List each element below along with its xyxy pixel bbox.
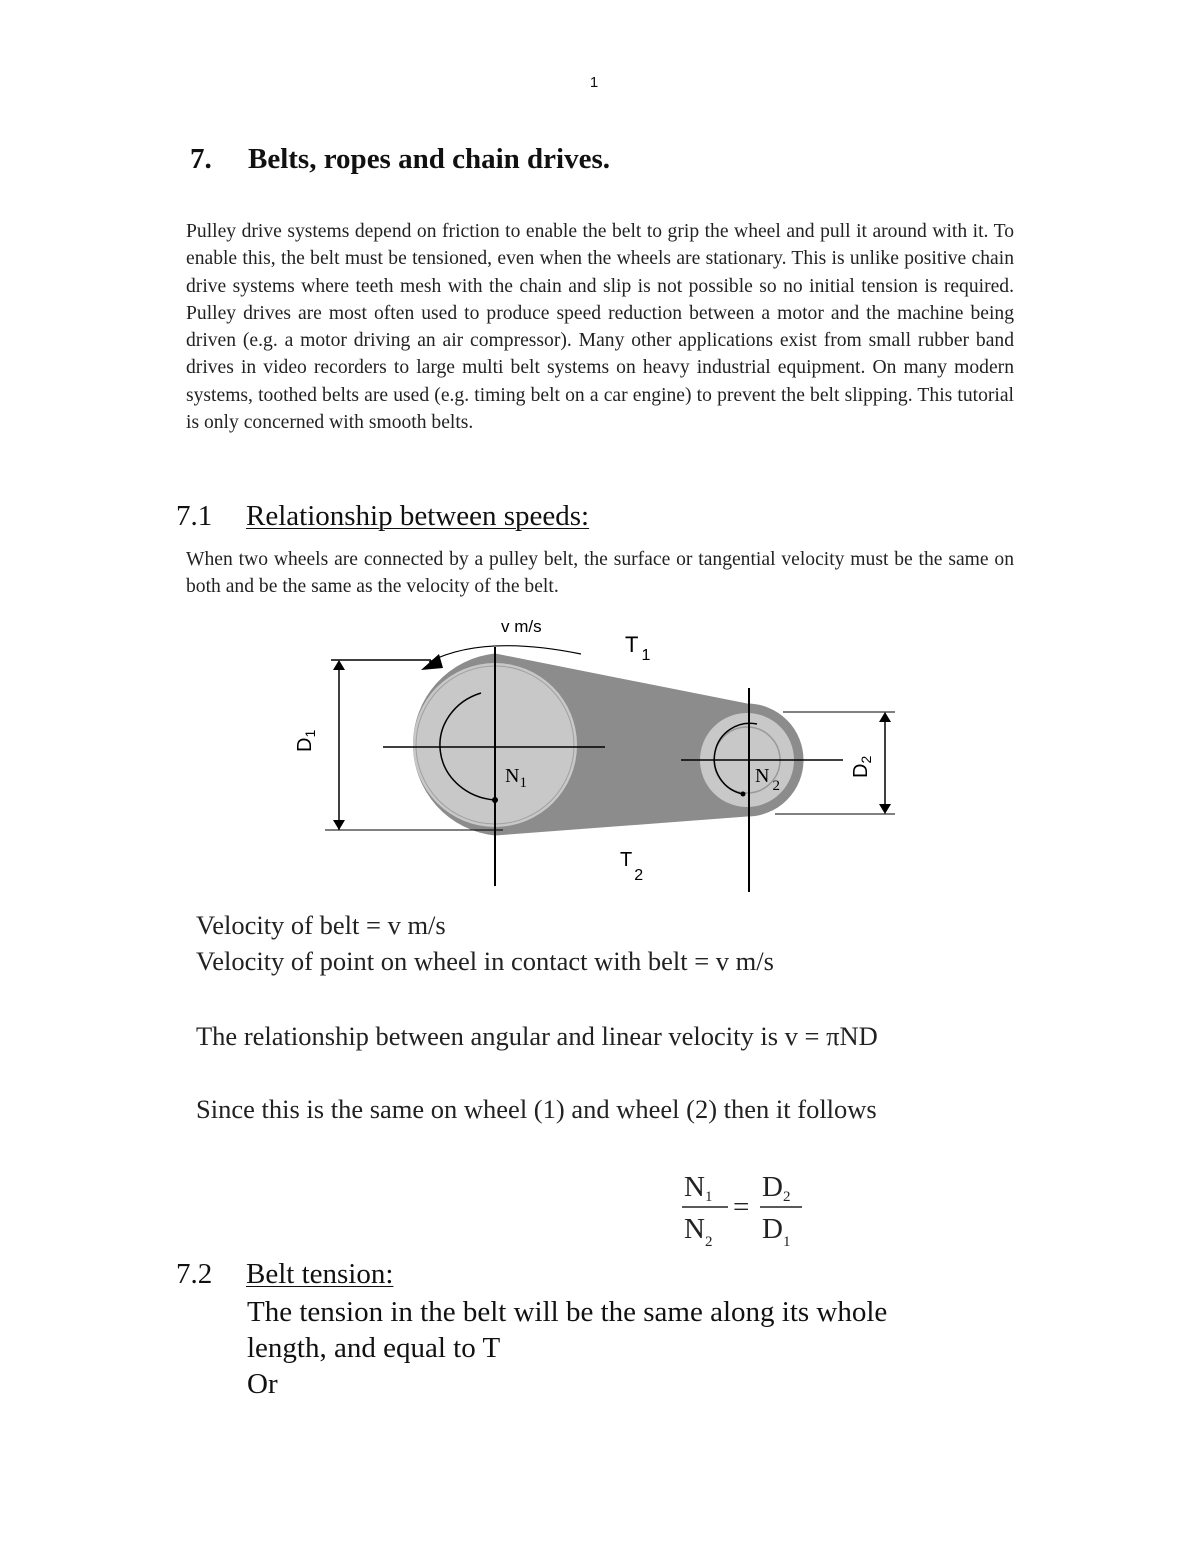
tension-line-1: The tension in the belt will be the same along its whole	[247, 1296, 888, 1328]
page-number: 1	[589, 74, 599, 91]
formula-numerator-right: D2	[762, 1171, 791, 1205]
belt-velocity-line: Velocity of belt = v m/s	[196, 910, 446, 940]
chapter-title	[190, 143, 610, 176]
section-7-2-number: 7.2	[176, 1258, 213, 1290]
section-7-1-heading	[176, 500, 589, 533]
velocity-label: v m/s	[501, 617, 542, 636]
intro-paragraph: Pulley drive systems depend on friction to enable the belt to grip the wheel and pull it around with it. To enable this, the belt must be tensioned, even when the wheels are stationary. This is unlike positive chain drive systems where teeth mesh with the chain and slip is not possible so no initial tension is required. Pulley drives are most often used to produce speed reduction between a motor and the machine being driven (e.g. a motor driving an air compressor). Many other applications exist from small rubber band drives in video recorders to large multi belt systems on heavy industrial equipment. On many modern systems, toothed belts are used (e.g. timing belt on a car engine) to prevent the belt slipping. This tutorial is only concerned with smooth belts.	[186, 221, 1014, 434]
formula-numerator-left: N1	[684, 1171, 713, 1205]
n2-label: N $_2$	[755, 765, 780, 794]
formula-equals: =	[733, 1191, 750, 1223]
d1-top-arrow-icon	[333, 660, 345, 670]
tension-line-2: length, and equal to T	[247, 1332, 501, 1364]
formula-denominator-left: $N_2$	[684, 1213, 713, 1250]
driven-rotation-dot	[741, 792, 746, 797]
section-7-1-paragraph: When two wheels are connected by a pulley belt, the surface or tangential velocity must be the same on both and be the same as the velocity of the belt.	[186, 549, 1014, 598]
formula-denominator-right: $D_1$	[762, 1213, 791, 1250]
d2-label: $D_2$	[850, 755, 874, 778]
relationship-line: The relationship between angular and linear velocity is v = πND	[196, 1021, 878, 1051]
d2-bottom-arrow-icon	[879, 804, 891, 814]
d1-label: $D_1$	[294, 729, 318, 752]
chapter-title-text: Belts, ropes and chain drives.	[248, 143, 611, 175]
d2-top-arrow-icon	[879, 712, 891, 722]
chapter-number: 7.	[190, 143, 212, 175]
velocity-arrow-icon	[421, 654, 443, 670]
section-7-1-title: Relationship between speeds:	[246, 500, 590, 532]
section-7-2-title: Belt tension:	[246, 1258, 394, 1290]
point-velocity-line: Velocity of point on wheel in contact with belt = v m/s	[196, 946, 774, 976]
since-line: Since this is the same on wheel (1) and wheel (2) then it follows	[196, 1094, 877, 1124]
speed-ratio-formula	[678, 1166, 808, 1252]
section-7-2-body	[247, 1294, 1007, 1402]
d1-bottom-arrow-icon	[333, 820, 345, 830]
section-7-1-number: 7.1	[176, 500, 213, 532]
tension-line-3: Or	[247, 1368, 278, 1400]
pulley-belt-diagram	[263, 604, 933, 896]
section-7-2-heading	[176, 1258, 393, 1291]
n1-label: $N_1$	[505, 765, 527, 791]
t1-label: T $_1$	[625, 632, 651, 664]
t2-label: $T_2$	[620, 849, 644, 884]
driver-rotation-dot	[492, 797, 498, 803]
